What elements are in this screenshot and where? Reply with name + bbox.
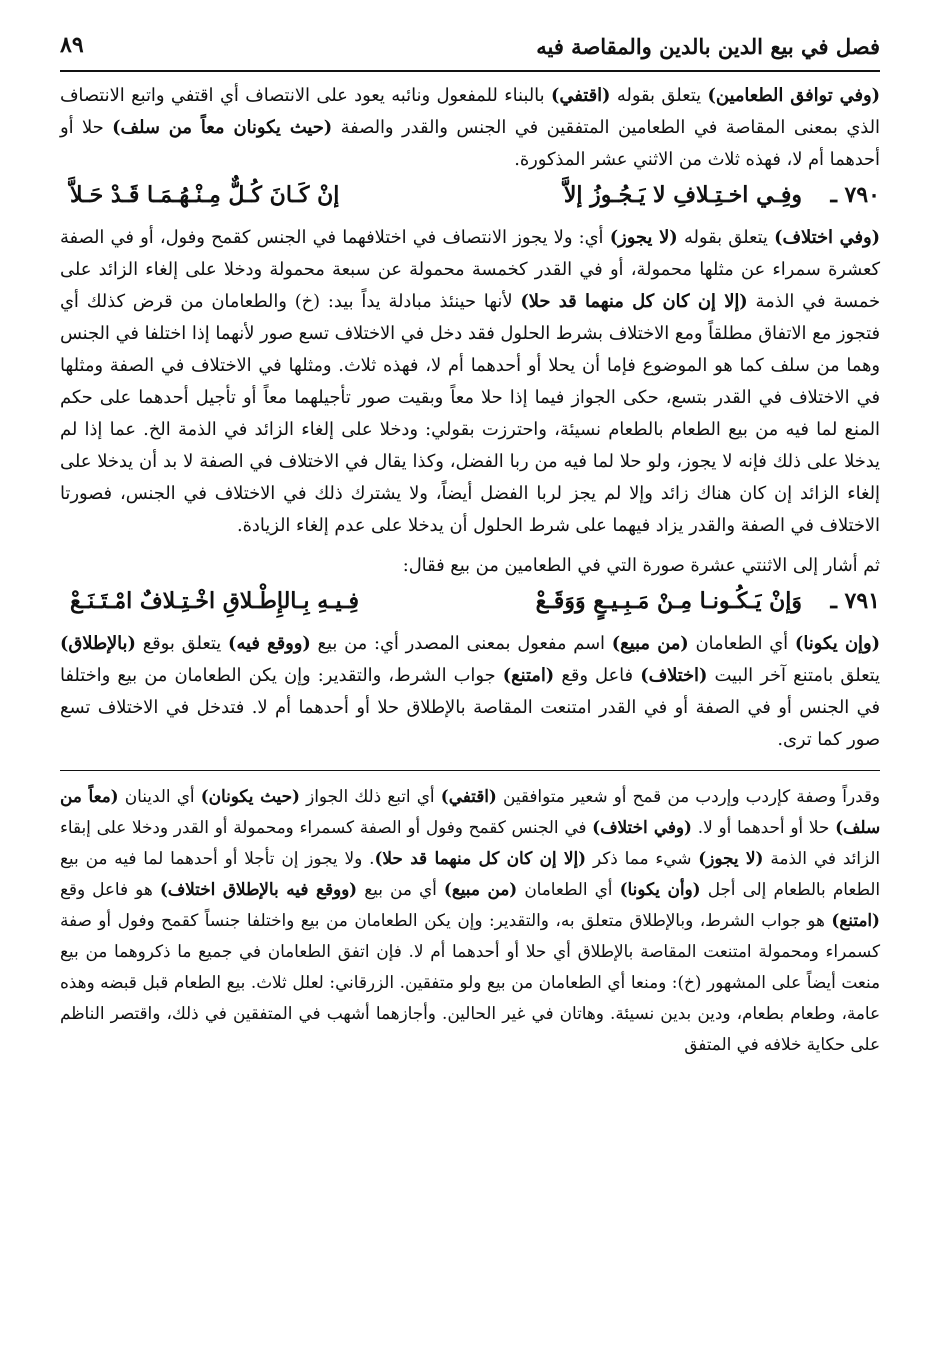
- text-run: فاعل وقع: [554, 665, 641, 686]
- bold-term: (إلا إن كان كل منهما قد حلا): [520, 291, 748, 312]
- bold-term: (اقتفي): [550, 85, 611, 106]
- footnote-text: [60, 781, 880, 1060]
- text-run: أي: ولا يجوز الانتصاف في اختلافهما في الجنس كقمح وفول، أو في الصفة كعشرة سمراء عن مثلها محمولة، أو في القدر كخمسة محمولة عن سبعة محمولة ودخلا على إلغاء الزائد على خمسة في الذمة: [60, 227, 880, 312]
- bold-term: (وفي اختلاف): [592, 817, 692, 837]
- book-page: [60, 30, 880, 1340]
- commentary-paragraph-3: [60, 628, 880, 756]
- bold-term: (وفي اختلاف): [774, 227, 880, 248]
- verse-hemistich-second: إنْ كَـانَ كُـلٌّ مِـنْـهُـمَـا قَـدْ حَـلاَّ: [70, 182, 340, 208]
- bold-term: (من مبيع): [443, 879, 518, 899]
- bold-term: (امتنع): [502, 665, 555, 686]
- page-number: ٨٩: [60, 32, 84, 58]
- bold-term: (لا يجوز): [698, 848, 764, 868]
- text-run: يتعلق بقوله: [610, 85, 708, 106]
- bold-term: (وإن يكونا): [794, 633, 880, 654]
- bold-term: (إلا إن كان كل منهما قد حلا): [374, 848, 587, 868]
- text-run: أي الطعامان: [688, 633, 795, 654]
- text-run: يتعلق بقوله: [677, 227, 775, 248]
- verse-791: [60, 582, 880, 628]
- text-run: هو فاعل وقع: [60, 879, 160, 899]
- text-run: شيء مما ذكر: [586, 848, 699, 868]
- bold-term: (ووقع فيه بالإطلاق اختلاف): [159, 879, 358, 899]
- bold-term: (امتنع): [831, 910, 880, 930]
- bold-term: (حيث يكونان): [200, 786, 300, 806]
- verse-790: [60, 176, 880, 222]
- text-run: جواب الشرط، والتقدير: وإن يكن الطعامان من بيع واختلفا في الجنس أو في الصفة أو في القدر امتنعت المقاصة بالإطلاق حلا أو أحدهما أم لا. فتدخل في الاختلاف تسع صور كما ترى.: [60, 665, 880, 750]
- bold-term: (اختلاف): [640, 665, 708, 686]
- text-run: . ولا يجوز إن تأجلا أو أحدهما لما فيه من بيع الطعام بالطعام إلى أجل: [60, 848, 880, 899]
- text-run: يتعلق بامتنع آخر البيت: [707, 665, 880, 686]
- text-run: يتعلق بوقع: [135, 633, 229, 654]
- text-run: هو جواب الشرط، وبالإطلاق متعلق به، والتقدير: وإن يكن الطعامان من بيع واختلفا جنساً كقمح وفول أو صفة كسمراء ومحمولة امتنعت المقاصة بالإطلاق أي حلا أو أحدهما أم لا. فإن اتفق الطعامان في جميع ما ذكروهما من بيع منعت أيضاً على المشهور (خ): ومنعا أي الطعامان من بيع ولو متفقين. الزرقاني: لعلل ثلاث. بيع الطعام قبل قبضه وهذه عامة، وطعام بطعام، ودين بدين نسيئة. وهاتان في غير الحالين. وأجازهما أشهب في المتفقين في ذلك، واقتصر الناظم على حكاية خلافه في المتفق: [60, 910, 880, 1054]
- text-run: أي من بيع: [357, 879, 444, 899]
- text-run: أي اتبع ذلك الجواز: [299, 786, 441, 806]
- verse-number: ٧٩١ ـ: [830, 588, 880, 614]
- bold-term: (اقتفي): [440, 786, 497, 806]
- bold-term: (حيث يكونان معاً من سلف): [112, 117, 333, 138]
- bold-term: (بالإطلاق): [60, 633, 136, 654]
- commentary-transition: ثم أشار إلى الاثنتي عشرة صورة التي في الطعامين من بيع فقال:: [402, 555, 880, 576]
- text-run: أي الطعامان: [517, 879, 620, 899]
- text-run: في الجنس كقمح وفول أو الصفة كسمراء ومحمولة أو القدر ودخلا على إبقاء الزائد في الذمة: [60, 817, 880, 868]
- verse-hemistich-first: وَإنْ يَـكُـونـا مِـنْ مَـبِـيـعٍ وَوَقَـعْ: [535, 588, 802, 614]
- bold-term: (من مبيع): [611, 633, 689, 654]
- bold-term: (لا يجوز): [609, 227, 678, 248]
- text-run: لأنها حينئذ مبادلة يداً بيد: (خ) والطعامان من قرض كذلك أي فتجوز مع الاتفاق مطلقاً ومع الاختلاف بشرط الحلول فقد دخل في الاختلاف تسع صور لأنهما إذا اختلفا في الجنس وهما من سلف كما هو الموضوع فإما أن يحلا أو أحدهما أم لا، فهذه ثلاث. ومثلها في الاختلاف في الصفة ومثلها في الاختلاف في القدر بتسع، حكى الجواز فيما إذا حلا معاً وبقيت صور تأجيلهما معاً أو تأجيل أحدهما على حكم المنع لما فيه من بيع الطعام بالطعام نسيئة، واحترزت بقولي: ودخلا على إلغاء الزائد في الذمة الخ. عما إذا لم يدخلا على ذلك فإنه لا يجوز، ولو حلا لما فيه من ربا الفضل، وكذا يقال في الاختلاف في الصفة لا بد أن يدخلا على إلغاء الزائد إن كان هناك زائد وإلا لم يجز لربا الفضل أيضاً، ولا يشترك ذلك في الاختلاف في الجنس، فصورتا الاختلاف في الصفة والقدر يزاد فيهما على شرط الحلول أن يدخلا على عدم إلغاء الزيادة.: [60, 291, 880, 536]
- bold-term: (معاً من سلف): [60, 786, 881, 837]
- footnote-divider: [60, 770, 880, 771]
- bold-term: (ووقع فيه): [228, 633, 311, 654]
- commentary-paragraph-1: [60, 80, 880, 176]
- text-run: وقدراً وصفة كإردب وإردب من قمح أو شعير متوافقين: [496, 786, 880, 806]
- text-run: أي الدينان: [118, 786, 201, 806]
- text-run: حلا أو أحدهما أم لا، فهذه ثلاث من الاثني عشر المذكورة.: [60, 117, 880, 170]
- text-run: حلا أو أحدهما أو لا.: [691, 817, 836, 837]
- bold-term: (وفي توافق الطعامين): [707, 85, 880, 106]
- bold-term: (وأن يكونا): [619, 879, 701, 899]
- text-run: بالبناء للمفعول ونائبه يعود على الانتصاف أي اقتفي واتبع الانتصاف الذي بمعنى المقاصة في الطعامين المتفقين في الجنس والقدر والصفة: [60, 85, 880, 138]
- commentary-paragraph-2: [60, 222, 880, 542]
- verse-hemistich-second: فِـيـهِ بِـالإِطْـلاقِ اخْـتِـلافٌ امْـتَـنَـعْ: [70, 588, 360, 614]
- text-run: اسم مفعول بمعنى المصدر أي: من بيع: [310, 633, 612, 654]
- verse-hemistich-first: وفِـي اخـتِـلافِ لا يَـجُـوزُ إلاَّ: [563, 182, 802, 208]
- running-title: فصل في بيع الدين بالدين والمقاصة فيه: [536, 34, 880, 59]
- verse-number: ٧٩٠ ـ: [830, 182, 880, 208]
- page-header: [60, 30, 880, 72]
